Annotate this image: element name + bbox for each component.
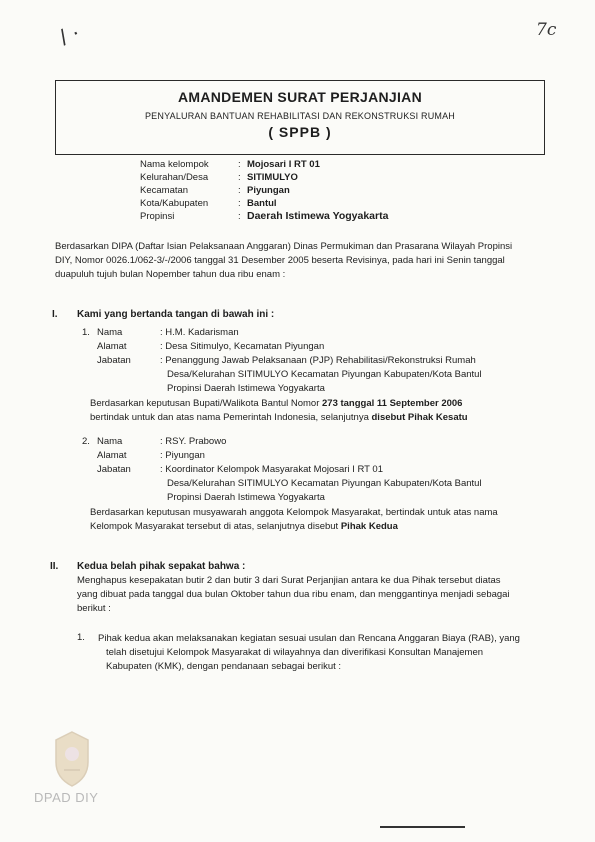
party-2-basis-text: Kelompok Masyarakat tersebut di atas, selanjutnya disebut <box>90 521 341 532</box>
section-2-item-1-number: 1. <box>77 632 85 643</box>
document-code: ( SPPB ) <box>268 124 332 140</box>
intro-paragraph <box>55 240 555 282</box>
party-2-basis-line1: Berdasarkan keputusan musyawarah anggota Kelompok Masyarakat, bertindak untuk atas nama <box>90 507 498 518</box>
party-1-number: 1. <box>82 327 90 338</box>
party-2-jabatan-label: Jabatan <box>97 464 131 475</box>
item-1-line: Pihak kedua akan melaksanakan kegiatan sesuai usulan dan Rencana Anggaran Biaya (RAB), yang <box>98 633 520 644</box>
info-label-propinsi: Propinsi <box>140 211 175 222</box>
party-1-decree: 273 tanggal 11 September 2006 <box>322 398 463 409</box>
info-label-nama-kelompok: Nama kelompok <box>140 159 209 170</box>
section-2-item-1 <box>98 632 558 674</box>
party-1-basis-text: Berdasarkan keputusan Bupati/Walikota Bantul Nomor <box>90 398 322 409</box>
intro-line: DIY, Nomor 0026.1/062-3/-/2006 tanggal 31 Desember 2005 beserta Revisinya, pada hari ini Senin tanggal <box>55 255 505 266</box>
info-label-kelurahan: Kelurahan/Desa <box>140 172 209 183</box>
party-1-jabatan-line2: Desa/Kelurahan SITIMULYO Kecamatan Piyungan Kabupaten/Kota Bantul <box>167 369 482 380</box>
document-subtitle: PENYALURAN BANTUAN REHABILITASI DAN REKONSTRUKSI RUMAH <box>144 111 456 121</box>
party-2-jabatan-line3: Propinsi Daerah Istimewa Yogyakarta <box>167 492 325 503</box>
info-value-nama-kelompok: Mojosari I RT 01 <box>247 159 320 170</box>
document-title: AMANDEMEN SURAT PERJANJIAN <box>177 89 422 105</box>
title-box <box>55 80 545 155</box>
info-value-kecamatan: Piyungan <box>247 185 290 196</box>
info-value-kota: Bantul <box>247 198 277 209</box>
party-2-nama: : RSY. Prabowo <box>160 436 227 447</box>
info-value-kelurahan: SITIMULYO <box>247 172 298 183</box>
party-1-jabatan-label: Jabatan <box>97 355 131 366</box>
page-number: 7c <box>536 20 557 40</box>
party-2-role: Pihak Kedua <box>340 521 398 532</box>
intro-line: duapuluh tujuh bulan Nopember tahun dua ribu enam : <box>55 269 286 280</box>
section-1-title: Kami yang bertanda tangan di bawah ini : <box>77 309 275 320</box>
info-value-propinsi: Daerah Istimewa Yogyakarta <box>247 210 389 222</box>
section-2-number: II. <box>50 561 59 572</box>
party-2-number: 2. <box>82 436 90 447</box>
party-1-jabatan-line3: Propinsi Daerah Istimewa Yogyakarta <box>167 383 325 394</box>
info-label-kota: Kota/Kabupaten <box>140 198 209 209</box>
party-2-nama-label: Nama <box>97 436 123 447</box>
party-2-alamat: : Piyungan <box>160 450 205 461</box>
party-2-alamat-label: Alamat <box>97 450 127 461</box>
party-1-nama-label: Nama <box>97 327 123 338</box>
party-1-role: disebut Pihak Kesatu <box>371 412 468 423</box>
party-1-basis-line2 <box>90 412 468 423</box>
party-2-basis-line2 <box>90 521 398 532</box>
section-1-number: I. <box>52 309 58 320</box>
watermark-text: DPAD DIY <box>34 790 99 805</box>
footer-line <box>380 826 465 828</box>
corner-scribble: / · <box>55 19 84 51</box>
party-1-alamat: : Desa Sitimulyo, Kecamatan Piyungan <box>160 341 325 352</box>
party-1-alamat-label: Alamat <box>97 341 127 352</box>
party-1-basis-line1 <box>90 398 462 409</box>
section-2-line: yang dibuat pada tanggal dua bulan Oktober tahun dua ribu enam, dan menggantinya menjadi sebagai <box>77 589 510 600</box>
section-2-paragraph <box>77 574 557 616</box>
dpad-logo-icon <box>52 730 92 788</box>
party-1-jabatan: : Penanggung Jawab Pelaksanaan (PJP) Rehabilitasi/Rekonstruksi Rumah <box>160 355 476 366</box>
info-label-kecamatan: Kecamatan <box>140 185 189 196</box>
section-2-line: berikut : <box>77 603 111 614</box>
section-2-line: Menghapus kesepakatan butir 2 dan butir 3 dari Surat Perjanjian antara ke dua Pihak tersebut diatas <box>77 575 501 586</box>
party-1-nama: : H.M. Kadarisman <box>160 327 239 338</box>
intro-line: Berdasarkan DIPA (Daftar Isian Pelaksanaan Anggaran) Dinas Permukiman dan Prasarana Wilayah Propinsi <box>55 241 513 252</box>
section-2-title: Kedua belah pihak sepakat bahwa : <box>77 561 246 572</box>
item-1-line: telah disetujui Kelompok Masyarakat di wilayahnya dan diverifikasi Konsultan Manajemen <box>106 647 484 658</box>
party-2-jabatan: : Koordinator Kelompok Masyarakat Mojosari I RT 01 <box>160 464 383 475</box>
party-2-jabatan-line2: Desa/Kelurahan SITIMULYO Kecamatan Piyungan Kabupaten/Kota Bantul <box>167 478 482 489</box>
item-1-line: Kabupaten (KMK), dengan pendanaan sebagai berikut : <box>106 661 342 672</box>
party-1-basis-text: bertindak untuk dan atas nama Pemerintah Indonesia, selanjutnya <box>90 412 372 423</box>
